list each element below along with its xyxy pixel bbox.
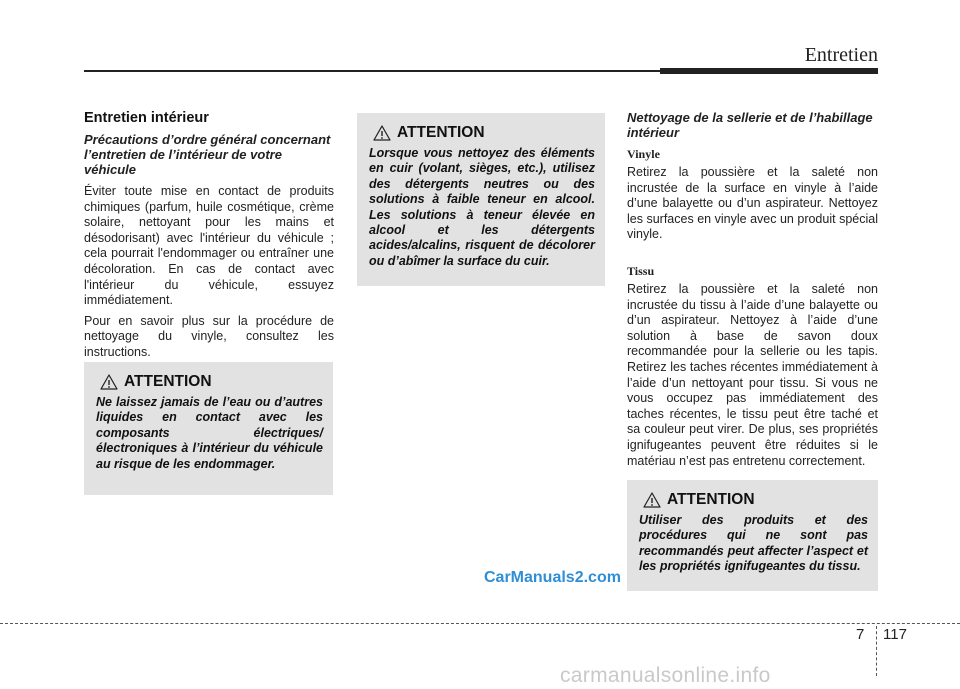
chapter-number: 7 <box>856 626 865 643</box>
attention-text: Ne laissez jamais de l’eau ou d’autres liquides en contact avec les composants électriques/électroniques à l’intérieur du véhicule au risque de les endommager. <box>96 395 323 471</box>
watermark-link[interactable]: CarManuals2.com <box>484 569 621 586</box>
column-right <box>627 110 878 474</box>
paragraph-fabric: Retirez la poussière et la saleté non incrustée du tissu à l’aide d’une balayette ou d’un aspirateur. Nettoyez à l’aide d’une solution à base de savon doux recommandée pour la sellerie ou les tapis. Retirez les taches récentes immédiatement à l’aide d’un nettoyant pour tissu. Si vous ne vous occupez pas immédiatement des taches récentes, le tissu peut être taché et sa couleur peut virer. De plus, ses propriétés ignifugeantes peuvent être réduites si le matériau n’est pas entretenu correctement. <box>627 281 878 468</box>
paragraph-chemicals: Éviter toute mise en contact de produits chimiques (parfum, huile cosmétique, crème solaire, nettoyant pour les mains et désodorisant) avec l'intérieur du véhicule ; cela pourrait l'endommager ou entraîner une décoloration. En cas de contact avec l'intérieur du véhicule, essuyez immédiatement. <box>84 184 334 308</box>
warning-triangle-icon <box>373 125 391 141</box>
attention-header <box>643 491 868 509</box>
attention-box-liquids <box>84 362 333 495</box>
heading-fabric: Tissu <box>627 263 655 278</box>
warning-triangle-icon <box>100 374 118 390</box>
attention-title: ATTENTION <box>397 124 485 141</box>
attention-title: ATTENTION <box>667 491 755 508</box>
subheading-precautions: Précautions d’ordre général concernant l’entretien de l’intérieur de votre véhicule <box>84 132 331 177</box>
attention-title: ATTENTION <box>124 373 212 390</box>
footer-vertical-divider <box>876 626 877 676</box>
heading-vinyl: Vinyle <box>627 147 660 161</box>
header-title: Entretien <box>804 44 878 66</box>
attention-header <box>100 373 323 391</box>
header-bar <box>660 68 878 74</box>
header-rule <box>84 70 660 72</box>
attention-text: Utiliser des produits et des procédures qui ne sont pas recommandés peut affecter l’aspect et les propriétés ignifugeantes du tissu. <box>639 513 868 574</box>
attention-box-products <box>627 480 878 591</box>
page-number: 117 <box>883 626 907 643</box>
attention-box-leather <box>357 113 605 286</box>
subheading-upholstery: Nettoyage de la sellerie et de l’habillage intérieur <box>627 110 873 140</box>
spacer <box>627 248 878 260</box>
site-watermark: carmanualsonline.info <box>560 664 771 687</box>
attention-header <box>373 124 595 142</box>
paragraph-instructions: Pour en savoir plus sur la procédure de nettoyage du vinyle, consultez les instructions. <box>84 313 334 359</box>
column-left <box>84 110 334 366</box>
section-title: Entretien intérieur <box>84 110 209 126</box>
footer-divider <box>0 623 960 624</box>
paragraph-vinyl: Retirez la poussière et la saleté non incrustée de la surface en vinyle à l’aide d’une balayette ou d’un aspirateur. Nettoyez les surfaces en vinyle avec un produit spécial vinyle. <box>627 165 878 242</box>
attention-text: Lorsque vous nettoyez des éléments en cuir (volant, sièges, etc.), utilisez des détergents neutres ou des solutions à faible teneur en alcool. Les solutions à teneur élevée en alcool et les détergents acides/alcalins, risquent de décolorer ou d’abîmer la surface du cuir. <box>369 146 595 268</box>
warning-triangle-icon <box>643 492 661 508</box>
